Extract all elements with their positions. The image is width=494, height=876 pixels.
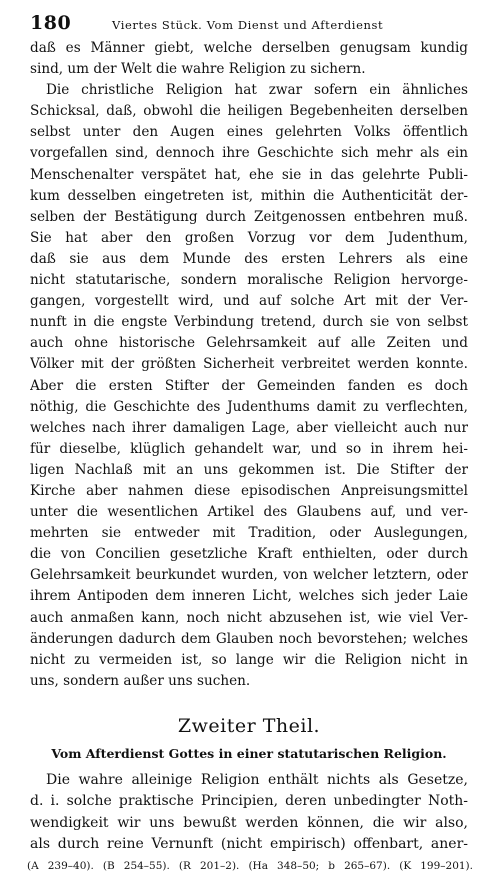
- text-line: Gelehrsamkeit beurkundet wurden, von welcher letztern, oder: [30, 567, 468, 584]
- section-body-text: [30, 770, 468, 856]
- text-line: kum desselben eingetreten ist, mithin die Authenticität der-: [30, 187, 468, 204]
- text-line: die von Concilien gesetzliche Kraft enthielten, oder durch: [30, 546, 468, 563]
- text-line: Die wahre alleinige Religion enthält nichts als Gesetze,: [46, 771, 468, 788]
- text-line: daß es Männer giebt, welche derselben genugsam kundig: [30, 40, 468, 56]
- text-line: selben der Bestätigung durch Zeitgenossen entbehren muß.: [30, 208, 468, 225]
- section-title: Zweiter Theil.: [177, 714, 321, 737]
- text-line: mehrten sie entweder mit Tradition, oder Auslegungen,: [30, 525, 468, 542]
- text-line: uns, sondern außer uns suchen.: [30, 672, 251, 689]
- text-line: unter die wesentlichen Artikel des Glaubens auf, und ver-: [30, 504, 468, 521]
- running-title: Viertes Stück. Vom Dienst und Afterdienst: [112, 18, 384, 32]
- book-page: [27, 12, 473, 876]
- text-line: Schicksal, daß, obwohl die heiligen Begebenheiten derselben: [30, 103, 468, 120]
- text-line: Völker mit der größten Sicherheit verbreitet werden konnte.: [30, 356, 468, 373]
- text-line: Sie hat aber den großen Vorzug vor dem Judenthum,: [30, 229, 468, 246]
- text-line: nicht zu vermeiden ist, so lange wir die Religion nicht in: [30, 651, 468, 668]
- text-line: Die christliche Religion hat zwar sofern ein ähnliches: [46, 82, 468, 99]
- text-line: vorgefallen sind, dennoch ihre Geschichte sich mehr als ein: [30, 145, 468, 162]
- text-line: nöthig, die Geschichte des Judenthums damit zu verflechten,: [30, 398, 468, 415]
- text-line: als durch reine Vernunft (nicht empirisch) offenbart, aner-: [30, 836, 468, 853]
- text-line: nunft in die engste Verbindung tretend, durch sie von selbst: [30, 314, 468, 331]
- text-line: d. i. solche praktische Principien, deren unbedingter Noth-: [30, 793, 468, 810]
- text-line: auch ohne historische Gelehrsamkeit auf alle Zeiten und: [30, 335, 468, 352]
- text-line: gangen, vorgestellt wird, und auf solche Art mit der Ver-: [30, 293, 468, 310]
- text-line: selbst unter den Augen eines gelehrten Volks öffentlich: [30, 124, 468, 141]
- text-line: Menschenalter verspätet hat, ehe sie in das gelehrte Publi-: [30, 166, 468, 183]
- page-number: 180: [30, 12, 72, 34]
- text-line: Aber die ersten Stifter der Gemeinden fanden es doch: [30, 377, 468, 394]
- edition-references: (A 239–40). (B 254–55). (R 201–2). (Ha 348–50; b 265–67). (K 199–201).: [27, 859, 473, 872]
- text-line: daß sie aus dem Munde des ersten Lehrers als eine: [30, 250, 468, 267]
- text-line: für dieselbe, klüglich gehandelt war, und so in ihrem hei-: [30, 440, 468, 457]
- text-line: änderungen dadurch dem Glauben noch bevorstehen; welches: [30, 630, 468, 647]
- text-line: auch anmaßen kann, noch nicht abzusehen ist, wie viel Ver-: [30, 609, 468, 626]
- text-line: welches nach ihrer damaligen Lage, aber vielleicht auch nur: [30, 419, 468, 436]
- text-line: ihrem Antipoden dem inneren Licht, welches sich jeder Laie: [30, 588, 468, 605]
- section-subtitle: Vom Afterdienst Gottes in einer statutarischen Religion.: [51, 745, 447, 761]
- text-line: sind, um der Welt die wahre Religion zu sichern.: [30, 61, 366, 78]
- text-line: Kirche aber nahmen diese episodischen Anpreisungsmittel: [30, 482, 468, 499]
- text-line: nicht statutarische, sondern moralische Religion hervorge-: [30, 272, 468, 289]
- running-head: [30, 12, 468, 38]
- text-line: ligen Nachlaß mit an uns gekommen ist. Die Stifter der: [30, 461, 468, 478]
- body-text: [30, 38, 468, 692]
- text-line: wendigkeit wir uns bewußt werden können, die wir also,: [30, 814, 468, 831]
